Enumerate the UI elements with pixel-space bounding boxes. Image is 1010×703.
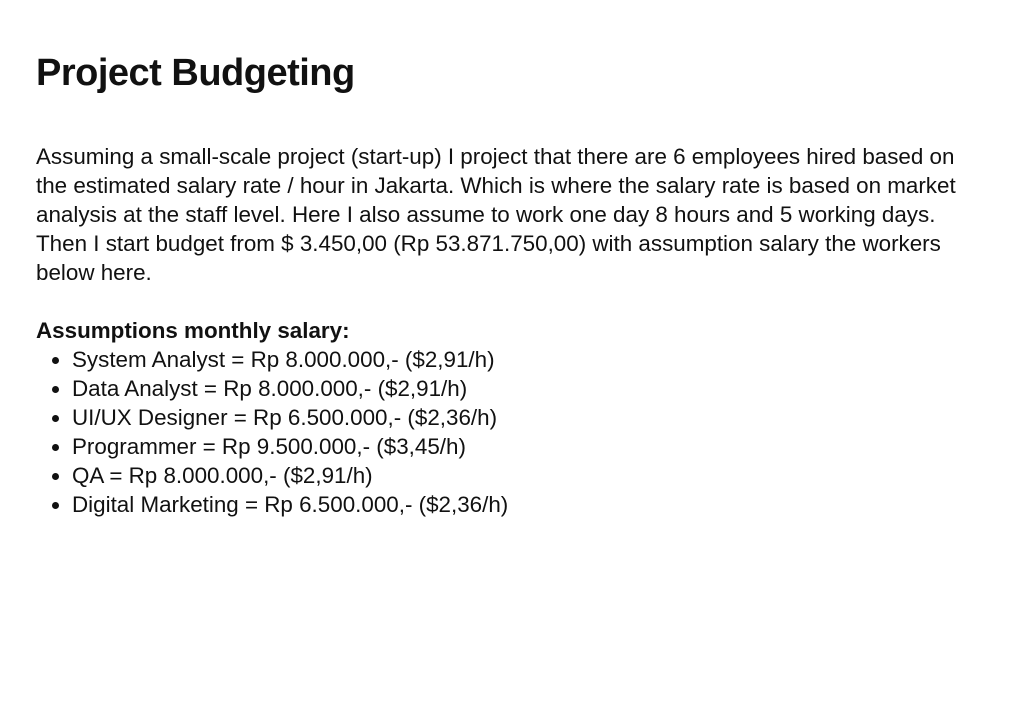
list-item-system-analyst: • System Analyst = Rp 8.000.000,- ($2,91/h) [72, 345, 956, 374]
list-item-digital-marketing: • Digital Marketing = Rp 6.500.000,- ($2,36/h) [72, 490, 956, 519]
list-item-programmer: • Programmer = Rp 9.500.000,- ($3,45/h) [72, 432, 956, 461]
list-item-qa: • QA = Rp 8.000.000,- ($2,91/h) [72, 461, 956, 490]
list-item-data-analyst: • Data Analyst = Rp 8.000.000,- ($2,91/h) [72, 374, 956, 403]
document-page [36, 48, 956, 519]
page-title: Project Budgeting [36, 52, 355, 94]
list-item-ui-ux-designer: • UI/UX Designer = Rp 6.500.000,- ($2,36/h) [72, 403, 956, 432]
salary-list [36, 345, 956, 519]
intro-paragraph: Assuming a small-scale project (start-up) I project that there are 6 employees hired based on the estimated salary rate / hour in Jakarta. Which is where the salary rate is based on market analysis at the staff level. Here I also assume to work one day 8 hours and 5 working days. Then I start budget from $ 3.450,00 (Rp 53.871.750,00) with assumption salary the workers below here. [36, 144, 956, 285]
salary-heading: Assumptions monthly salary: [36, 318, 350, 343]
